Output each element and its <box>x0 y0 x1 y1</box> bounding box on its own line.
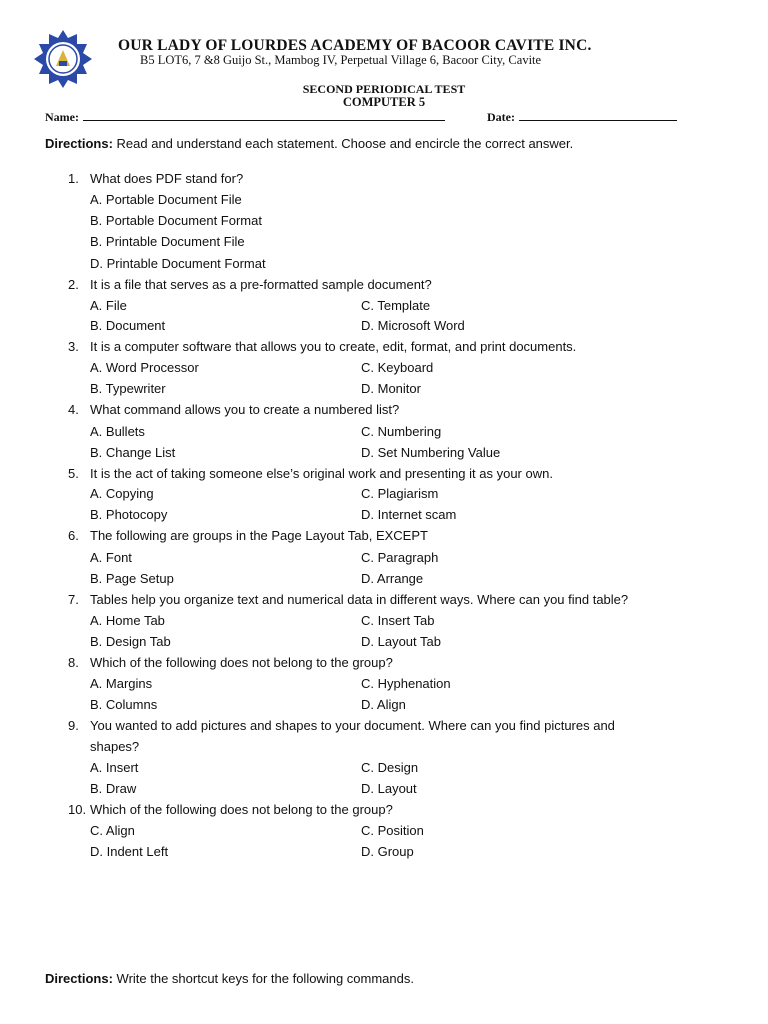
directions-text: Write the shortcut keys for the following commands. <box>116 971 414 986</box>
question-text: It is the act of taking someone else’s original work and presenting it as your own. <box>90 466 553 481</box>
answer-option[interactable]: C. Align <box>90 823 135 838</box>
date-field[interactable] <box>487 109 677 125</box>
question-text: It is a computer software that allows you to create, edit, format, and print documents. <box>90 339 577 354</box>
question-text: The following are groups in the Page Layout Tab, EXCEPT <box>90 528 428 543</box>
question-text: What command allows you to create a numbered list? <box>90 402 400 417</box>
answer-option[interactable]: B. Columns <box>90 697 158 712</box>
test-title: SECOND PERIODICAL TEST <box>302 82 466 96</box>
answer-option[interactable]: B. Change List <box>90 445 176 460</box>
directions-multiple-choice <box>45 136 573 151</box>
school-name: OUR LADY OF LOURDES ACADEMY OF BACOOR CAVITE INC. <box>118 37 592 54</box>
answer-option[interactable]: B. Printable Document File <box>90 234 245 249</box>
name-blank-line[interactable] <box>83 109 445 121</box>
answer-option[interactable]: B. Photocopy <box>90 507 168 522</box>
answer-option[interactable]: C. Insert Tab <box>361 613 435 628</box>
name-label: Name: <box>45 110 79 124</box>
answer-option[interactable]: B. Design Tab <box>90 634 171 649</box>
answer-option[interactable]: A. Copying <box>90 486 154 501</box>
answer-option[interactable]: C. Paragraph <box>361 550 439 565</box>
answer-option[interactable]: D. Monitor <box>361 381 421 396</box>
question-number: 6. <box>68 528 79 543</box>
date-label: Date: <box>487 110 515 124</box>
answer-option[interactable]: A. Portable Document File <box>90 192 242 207</box>
question-number: 3. <box>68 339 79 354</box>
answer-option[interactable]: C. Position <box>361 823 424 838</box>
question-number: 1. <box>68 171 79 186</box>
answer-option[interactable]: A. File <box>90 298 127 313</box>
answer-option[interactable]: A. Home Tab <box>90 613 165 628</box>
school-address: B5 LOT6, 7 &8 Guijo St., Mambog IV, Perpetual Village 6, Bacoor City, Cavite <box>140 53 542 67</box>
answer-option[interactable]: D. Layout <box>361 781 417 796</box>
answer-option[interactable]: D. Printable Document Format <box>90 256 266 271</box>
answer-option[interactable]: B. Draw <box>90 781 137 796</box>
answer-option[interactable]: A. Word Processor <box>90 360 199 375</box>
answer-option[interactable]: A. Margins <box>90 676 153 691</box>
answer-option[interactable]: B. Page Setup <box>90 571 174 586</box>
answer-option[interactable]: B. Portable Document Format <box>90 213 262 228</box>
question-number: 2. <box>68 277 79 292</box>
answer-option[interactable]: C. Hyphenation <box>361 676 451 691</box>
question-text: You wanted to add pictures and shapes to your document. Where can you find pictures and <box>90 718 615 733</box>
question-number: 7. <box>68 592 79 607</box>
question-number: 9. <box>68 718 79 733</box>
question-number: 5. <box>68 466 79 481</box>
answer-option[interactable]: D. Set Numbering Value <box>361 445 501 460</box>
question-number: 10. <box>68 802 87 817</box>
subject-title: COMPUTER 5 <box>342 95 426 109</box>
directions-text: Read and understand each statement. Choose and encircle the correct answer. <box>116 136 574 151</box>
answer-option[interactable]: C. Keyboard <box>361 360 434 375</box>
answer-option[interactable]: C. Plagiarism <box>361 486 439 501</box>
answer-option[interactable]: C. Numbering <box>361 424 442 439</box>
name-field[interactable] <box>45 109 445 125</box>
answer-option[interactable]: D. Internet scam <box>361 507 457 522</box>
logo-seal-icon <box>34 30 92 88</box>
answer-option[interactable]: D. Arrange <box>361 571 424 586</box>
directions-label: Directions: <box>45 136 113 151</box>
answer-option[interactable]: C. Design <box>361 760 419 775</box>
answer-option[interactable]: C. Template <box>361 298 431 313</box>
answer-option[interactable]: A. Bullets <box>90 424 145 439</box>
answer-option[interactable]: B. Document <box>90 318 166 333</box>
date-blank-line[interactable] <box>519 109 677 121</box>
answer-option[interactable]: D. Indent Left <box>90 844 169 859</box>
answer-option[interactable]: B. Typewriter <box>90 381 166 396</box>
school-logo <box>32 28 94 90</box>
directions-shortcut-keys <box>45 971 414 986</box>
answer-option[interactable]: A. Font <box>90 550 132 565</box>
question-text-continued: shapes? <box>90 739 140 754</box>
question-text: Which of the following does not belong to the group? <box>90 802 393 817</box>
question-number: 4. <box>68 402 79 417</box>
answer-option[interactable]: D. Align <box>361 697 406 712</box>
question-text: What does PDF stand for? <box>90 171 244 186</box>
question-text: Tables help you organize text and numerical data in different ways. Where can you find table? <box>90 592 629 607</box>
question-number: 8. <box>68 655 79 670</box>
answer-option[interactable]: D. Microsoft Word <box>361 318 465 333</box>
question-text: It is a file that serves as a pre-formatted sample document? <box>90 277 432 292</box>
answer-option[interactable]: A. Insert <box>90 760 139 775</box>
directions-label: Directions: <box>45 971 113 986</box>
answer-option[interactable]: D. Group <box>361 844 414 859</box>
question-text: Which of the following does not belong to the group? <box>90 655 393 670</box>
answer-option[interactable]: D. Layout Tab <box>361 634 441 649</box>
